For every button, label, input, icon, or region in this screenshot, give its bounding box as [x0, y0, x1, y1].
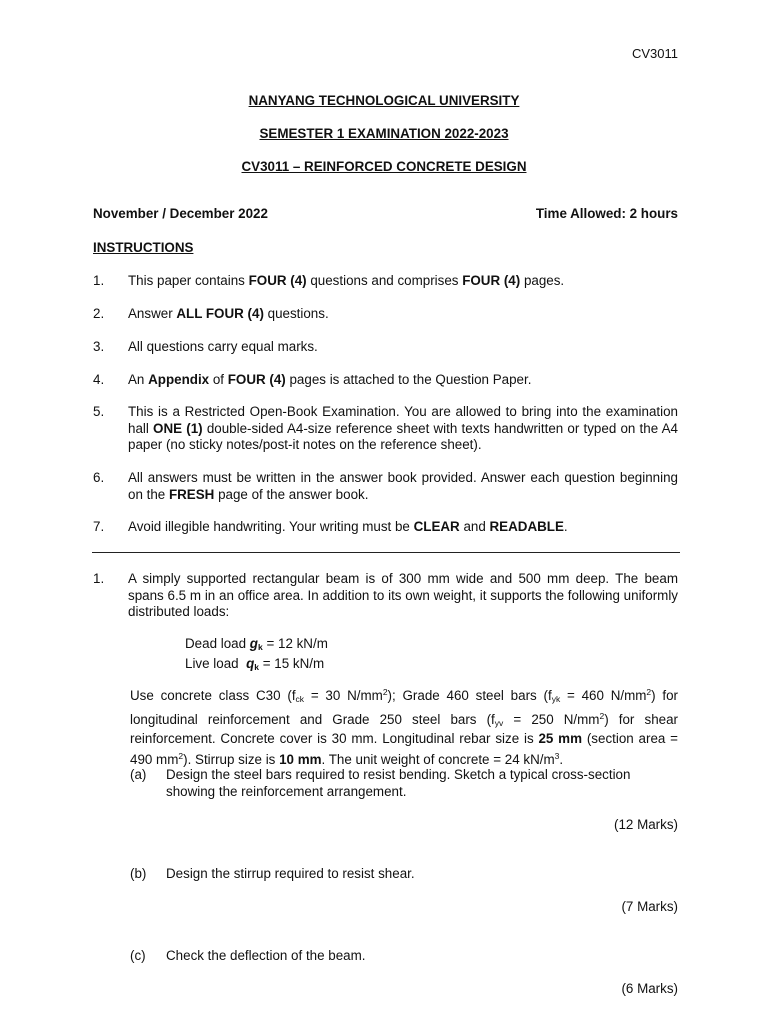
part-a-marks: (12 Marks): [614, 817, 678, 832]
instruction-text: Avoid illegible handwriting. Your writing must be CLEAR and READABLE.: [128, 519, 568, 534]
exam-date: November / December 2022: [93, 206, 268, 221]
materials-paragraph: Use concrete class C30 (fck = 30 $N/mm^2$); Grade 460 steel bars (fyk = 460 $N/mm^2$) for longitudinal reinforcement and Grade 250 steel bars (fyv = 250 $N/mm^2$) for shear reinforcement. Concrete cover is 30 mm. Longitudinal rebar size is 25 mm (section area = 490 $mm^2$). Stirrup size is 10 mm. The unit weight of concrete = 24 $kN/m^3$.: [130, 687, 679, 767]
part-b-marks: (7 Marks): [621, 899, 678, 914]
part-text: Design the stirrup required to resist shear.: [166, 866, 415, 881]
instruction-text: All answers must be written in the answer book provided. Answer each question beginning on the FRESH page of the answer book.: [128, 470, 678, 502]
section-divider: [92, 552, 680, 553]
instruction-text: All questions carry equal marks.: [128, 339, 318, 354]
instruction-number: 5.: [93, 404, 105, 419]
instruction-number: 4.: [93, 372, 105, 387]
part-label: (b): [130, 866, 147, 881]
question-intro: A simply supported rectangular beam is of 300 mm wide and 500 mm deep. The beam spans 6.5 m in an office area. In addition to its own weight, it supports the following uniformly distributed loads:: [128, 571, 678, 619]
instruction-text: This is a Restricted Open-Book Examination. You are allowed to bring into the examination hall ONE (1) double-sided A4-size reference sheet with texts handwritten or typed on the A4 paper (no sticky notes/post-it notes on the reference sheet).: [128, 404, 678, 452]
loads-block: [185, 636, 328, 675]
part-text: Design the steel bars required to resist bending. Sketch a typical cross-section showing the reinforcement arrangement.: [166, 767, 631, 799]
university-title: NANYANG TECHNOLOGICAL UNIVERSITY: [248, 93, 520, 108]
part-label: (c): [130, 948, 146, 963]
time-allowed: Time Allowed: 2 hours: [535, 206, 678, 221]
question-number: 1.: [93, 571, 105, 586]
part-text: Check the deflection of the beam.: [166, 948, 366, 963]
instruction-number: 7.: [93, 519, 105, 534]
instruction-number: 1.: [93, 273, 105, 288]
part-c-marks: (6 Marks): [621, 981, 678, 996]
dead-load: Dead load gk = 12 kN/m: [185, 636, 328, 652]
instruction-number: 6.: [93, 470, 105, 485]
course-code: CV3011: [631, 46, 678, 61]
part-label: (a): [130, 767, 147, 782]
live-load: Live load qk = 15 kN/m: [185, 655, 325, 672]
instruction-number: 2.: [93, 306, 105, 321]
exam-title: SEMESTER 1 EXAMINATION 2022-2023: [259, 126, 509, 141]
instruction-text: Answer ALL FOUR (4) questions.: [128, 306, 329, 321]
instruction-text: This paper contains FOUR (4) questions and comprises FOUR (4) pages.: [128, 273, 565, 288]
instruction-number: 3.: [93, 339, 105, 354]
instruction-text: An Appendix of FOUR (4) pages is attached to the Question Paper.: [128, 372, 532, 387]
course-title: CV3011 – REINFORCED CONCRETE DESIGN: [241, 159, 527, 174]
instructions-heading: INSTRUCTIONS: [93, 240, 194, 255]
